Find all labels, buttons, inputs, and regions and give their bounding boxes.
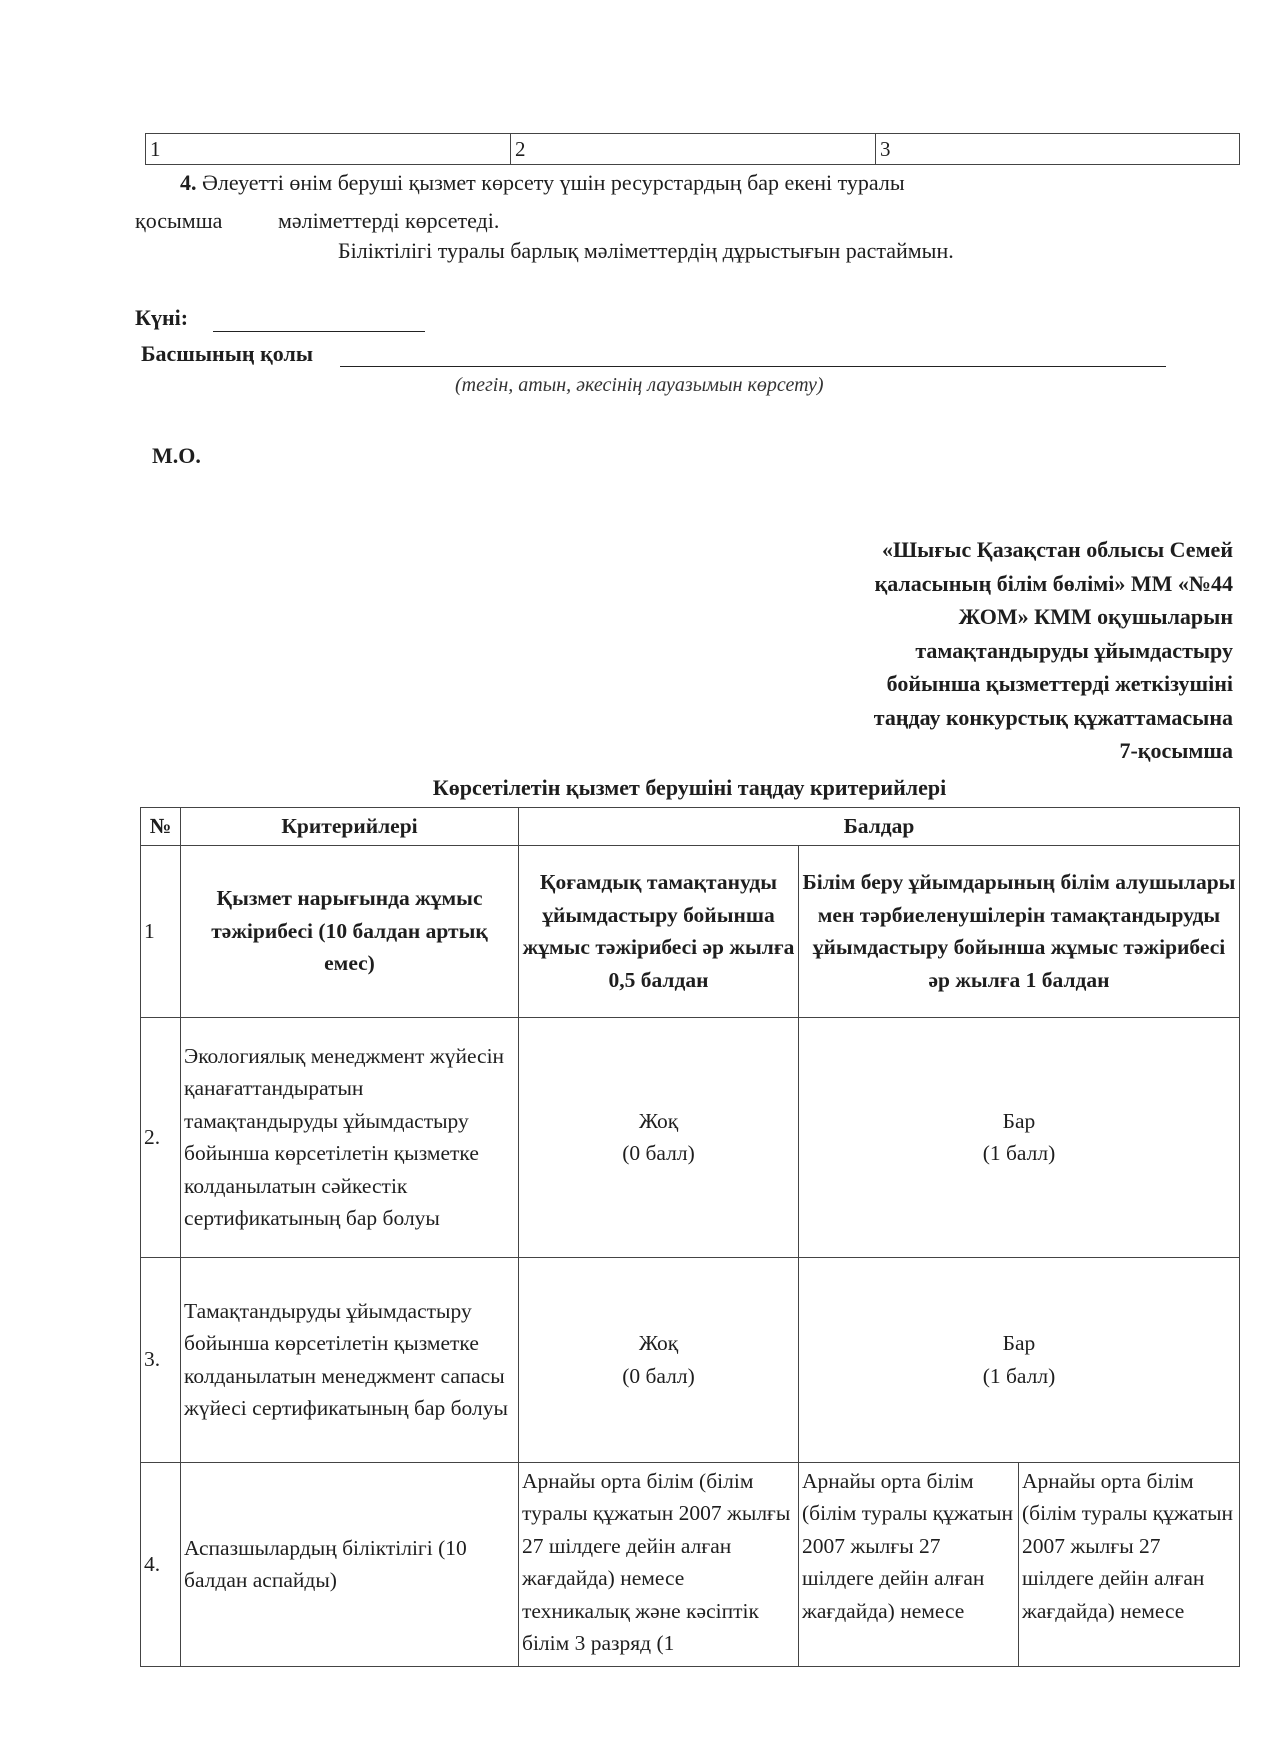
row-criterion: Қызмет нарығында жұмыс тәжірибесі (10 балдан артық емес): [181, 845, 519, 1017]
points-no-value: (0 балл): [622, 1141, 695, 1165]
annex-line: ЖОМ» КММ оқушыларын: [958, 604, 1233, 629]
date-label: Күні:: [135, 305, 189, 330]
points-yes-value: (1 балл): [982, 1141, 1056, 1165]
annex-line: таңдау конкурстық құжаттамасына: [873, 704, 1233, 730]
annex-header: [763, 533, 1233, 768]
row-number: 3.: [141, 1257, 181, 1462]
row-criterion: Экологиялық менеджмент жүйесін қанағаттандыратын тамақтандыруды ұйымдастыру бойынша көрсетілетін қызметке колданылатын сәйкестік сертификатының бар болуы: [181, 1017, 519, 1257]
signature-blank-line: [340, 344, 1166, 367]
points-no-label: Жоқ: [638, 1108, 679, 1133]
row-criterion: Аспазшылардың біліктілігі (10 балдан аспайды): [181, 1462, 519, 1666]
table-row: [141, 1462, 1240, 1666]
table-row: [141, 1017, 1240, 1257]
points-yes-value: (1 балл): [982, 1363, 1056, 1388]
row-number: 2.: [141, 1017, 181, 1257]
paragraph-text: Әлеуетті өнім беруші қызмет көрсету үшін ресурстардың бар екені туралы: [196, 170, 905, 195]
header-number: №: [141, 808, 181, 846]
paragraph-4-line2-word: қосымша: [135, 208, 223, 233]
criteria-title: Көрсетілетін қызмет берушіні таңдау критерийлері: [432, 775, 947, 800]
annex-line: қаласының білім бөлімі» ММ «№44: [874, 570, 1233, 596]
column-number-cell: 1: [146, 134, 511, 165]
points-no-value: (0 балл): [622, 1363, 695, 1388]
header-criteria: Критерийлері: [181, 808, 519, 846]
column-number-cell: 2: [511, 134, 876, 165]
paragraph-number: 4.: [180, 170, 197, 195]
annex-line: 7-қосымша: [1119, 738, 1233, 763]
header-points: Балдар: [519, 808, 1240, 846]
table-row: [141, 1257, 1240, 1462]
row-number: 4.: [141, 1462, 181, 1666]
annex-line: «Шығыс Қазақстан облысы Семей: [881, 537, 1233, 562]
row-points-no: [519, 1017, 799, 1257]
table-row: [141, 845, 1240, 1017]
row-points-a: Арнайы орта білім (білім туралы құжатын 2007 жылғы 27 шілдеге дейін алған жағдайда) немесе техникалық және кәсіптік білім 3 разряд (1: [519, 1462, 799, 1666]
annex-line: тамақтандыруды ұйымдастыру: [915, 637, 1233, 663]
row-points-b: Арнайы орта білім (білім туралы құжатын 2007 жылғы 27 шілдеге дейін алған жағдайда) немесе: [799, 1462, 1019, 1666]
row-number: 1: [141, 845, 181, 1017]
points-yes-label: Бар: [1002, 1331, 1036, 1355]
table-header-row: [141, 808, 1240, 846]
annex-line: бойынша қызметтерді жеткізушіні: [886, 671, 1233, 696]
row-points-no: [519, 1257, 799, 1462]
paragraph-4-line1: [180, 170, 905, 196]
row-points-yes: [799, 1017, 1240, 1257]
row-points-b: Білім беру ұйымдарының білім алушылары мен тәрбиеленушілерін тамақтандыруды ұйымдастыру бойынша жұмыс тәжірибесі әр жылға 1 балдан: [799, 845, 1240, 1017]
column-number-table: [145, 133, 1240, 165]
row-points-yes: [799, 1257, 1240, 1462]
row-points-c: Арнайы орта білім (білім туралы құжатын 2007 жылғы 27 шілдеге дейін алған жағдайда) немесе: [1019, 1462, 1240, 1666]
row-criterion: Тамақтандыруды ұйымдастыру бойынша көрсетілетін қызметке колданылатын менеджмент сапасы жүйесі сертификатының бар болуы: [181, 1257, 519, 1462]
points-yes-label: Бар: [1002, 1108, 1036, 1133]
column-number-cell: 3: [876, 134, 1240, 165]
confirmation-text: Біліктілігі туралы барлық мәліметтердің дұрыстығын растаймын.: [338, 238, 954, 263]
head-signature-label: Басшының қолы: [141, 341, 313, 366]
row-points-a: Қоғамдық тамақтануды ұйымдастыру бойынша жұмыс тәжірибесі әр жылға 0,5 балдан: [519, 845, 799, 1017]
stamp-label: М.О.: [152, 443, 201, 468]
signature-hint: (тегін, атын, әкесінің лауазымын көрсету): [455, 374, 824, 396]
points-no-label: Жоқ: [638, 1331, 679, 1355]
criteria-table: [140, 807, 1240, 1667]
date-blank-line: [213, 309, 425, 332]
paragraph-4-line2: мәліметтерді көрсетеді.: [278, 208, 500, 233]
